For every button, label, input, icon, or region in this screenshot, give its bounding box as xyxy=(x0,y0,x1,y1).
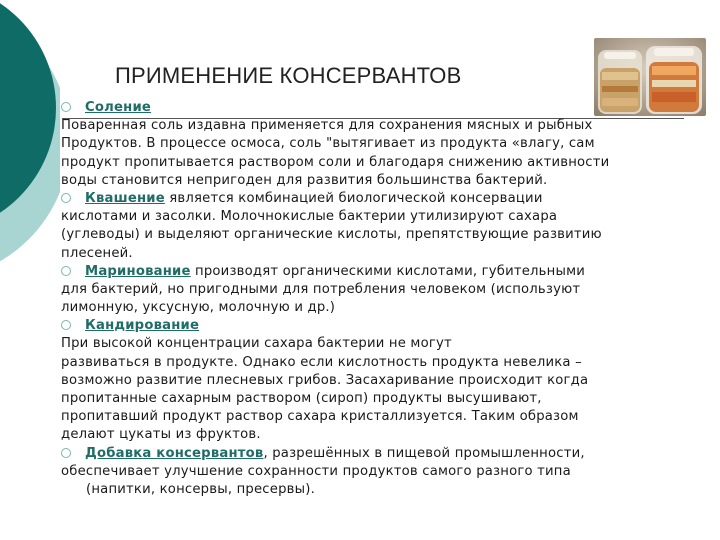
text-line: для бактерий, но пригодными для потребления человеком (используют xyxy=(61,281,581,297)
text-line: пропитанные сахарным раствором (сироп) продукты высушивают, xyxy=(61,391,542,406)
bullet-circle-icon xyxy=(61,193,71,203)
text-line: продукт пропитывается раствором соли и благодаря снижению активности xyxy=(61,154,610,170)
term-marinating: Маринование xyxy=(85,263,191,279)
slide-title: ПРИМЕНЕНИЕ КОНСЕРВАНТОВ xyxy=(115,63,462,88)
text-line: возможно развитие плесневых грибов. Засахаривание происходит когда xyxy=(61,372,589,388)
term-candying: Кандирование xyxy=(85,318,200,334)
term-fermentation: Квашение xyxy=(85,190,165,206)
text-line: развиваться в продукте. Однако если кислотность продукта невелика – xyxy=(61,354,582,370)
text-line: пропитавший продукт раствор сахара кристаллизуется. Таким образом xyxy=(61,409,579,425)
text-line: воды становится непригоден для развития большинства бактерий. xyxy=(61,172,548,188)
text-line: кислотами и засолки. Молочнокислые бактерии утилизируют сахара xyxy=(61,209,558,225)
bullet-salting xyxy=(61,99,691,117)
bullet-circle-icon xyxy=(61,102,71,112)
text-fragment: , разрешённых в пищевой промышленности, xyxy=(263,445,585,461)
text-line: обеспечивает улучшение сохранности продуктов самого разного типа xyxy=(61,463,571,479)
text-line: Поваренная соль издавна применяется для сохранения мясных и рыбных xyxy=(61,118,593,134)
text-line: (углеводы) и выделяют органические кислоты, препятствующие развитию xyxy=(61,227,602,243)
text-line: (напитки, консервы, пресервы). xyxy=(86,481,315,497)
bullet-candying xyxy=(61,317,691,335)
term-additives: Добавка консервантов xyxy=(85,445,264,461)
text-fragment: является комбинацией биологической консервации xyxy=(164,190,543,206)
text-fragment: производят органическими кислотами, губительными xyxy=(190,263,586,279)
term-salting: Соление xyxy=(85,100,152,115)
text-line: При высокой концентрации сахара бактерии не могут xyxy=(61,336,452,352)
text-line: лимонную, уксусную, молочную и др.) xyxy=(61,300,336,316)
text-line: делают цукаты из фруктов. xyxy=(61,427,261,443)
bullet-fermentation xyxy=(61,190,691,208)
bullet-marinating xyxy=(61,263,691,281)
text-line: Продуктов. В процессе осмоса, соль "вытягивает из продукта «влагу, сам xyxy=(61,136,595,152)
bullet-circle-icon xyxy=(61,320,71,330)
slide-body xyxy=(61,99,691,499)
bullet-circle-icon xyxy=(61,448,71,458)
bullet-circle-icon xyxy=(61,266,71,276)
decorative-circles xyxy=(0,0,60,290)
bullet-additives xyxy=(61,445,691,463)
text-line: плесеней. xyxy=(61,245,133,261)
